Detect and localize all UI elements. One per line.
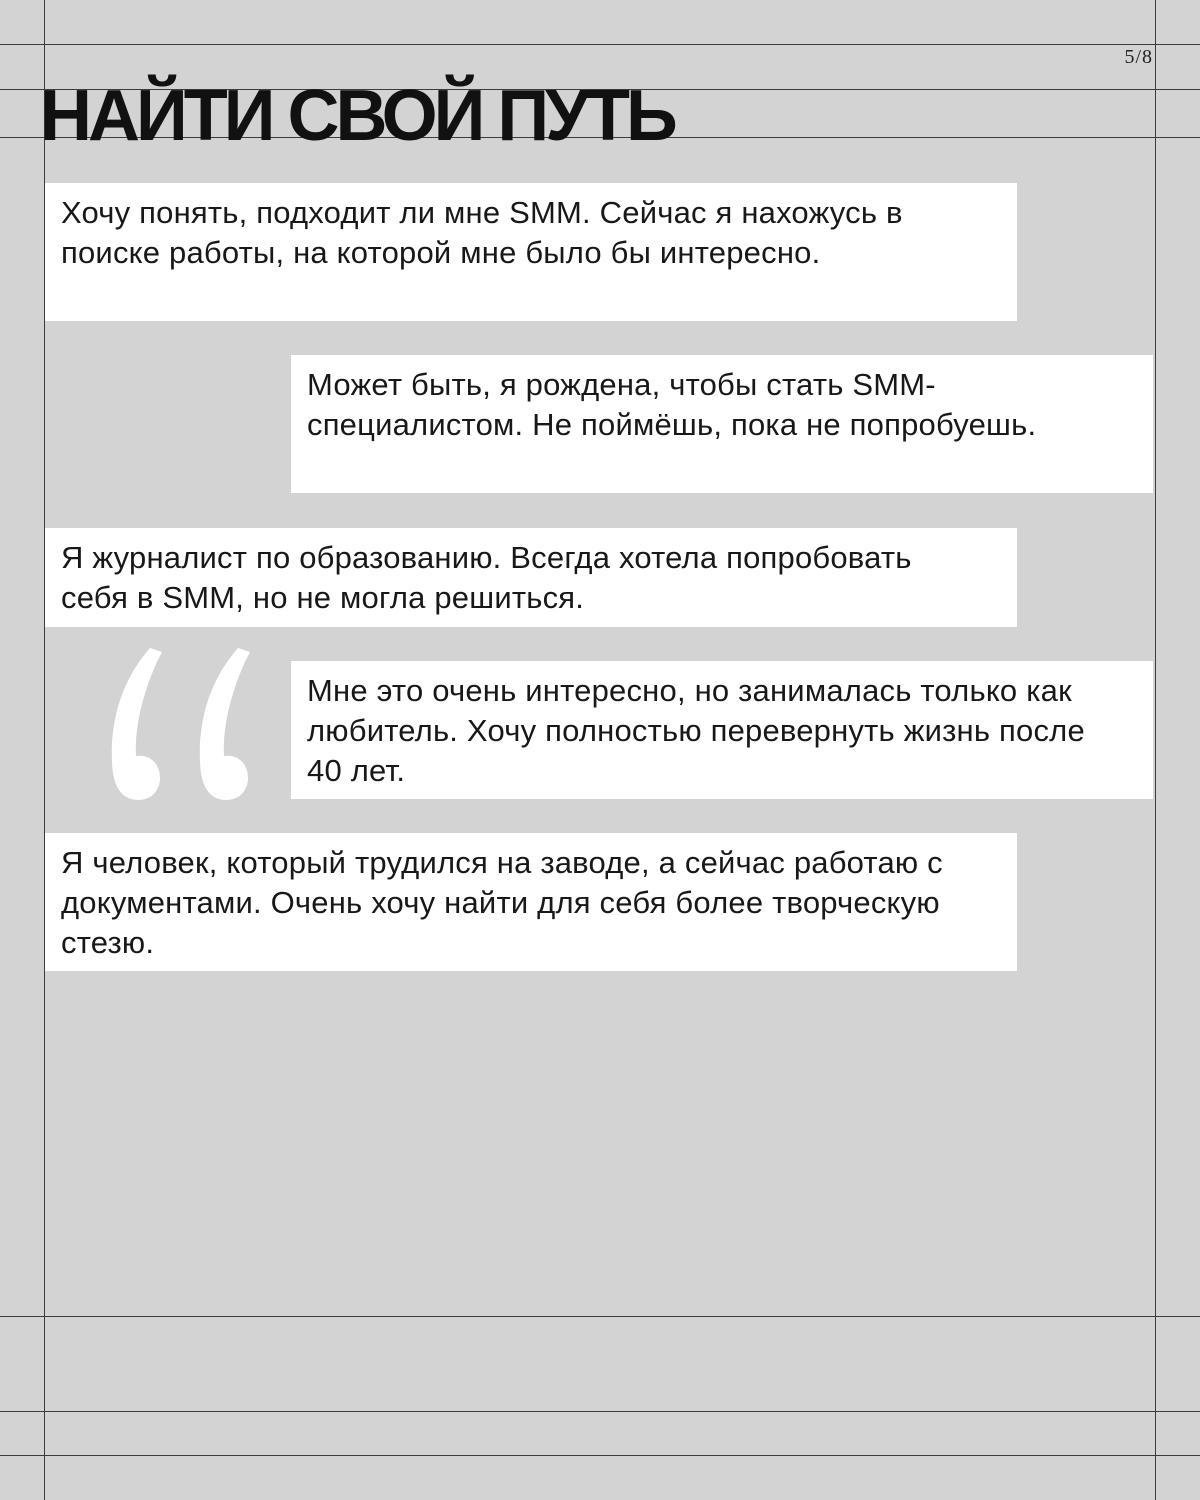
quote-text: Мне это очень интересно, но занималась только как любитель. Хочу полностью перевернуть жизнь после 40 лет. [307, 673, 1085, 788]
open-quote-icon [102, 640, 272, 820]
quote-text: Я журналист по образованию. Всегда хотела попробовать себя в SMM, но не могла решиться. [61, 540, 912, 615]
quote-text: Хочу понять, подходит ли мне SMM. Сейчас я нахожусь в поиске работы, на которой мне было бы интересно. [61, 195, 903, 270]
page-title: НАЙТИ СВОЙ ПУТЬ [40, 76, 674, 156]
quote-card [45, 833, 1017, 971]
quote-card [291, 355, 1153, 493]
quote-text: Я человек, который трудился на заводе, а сейчас работаю с документами. Очень хочу найти для себя более творческую стезю. [61, 845, 943, 960]
guide-line-horizontal [0, 44, 1200, 45]
guide-line-vertical [1155, 0, 1156, 1500]
guide-line-horizontal [0, 1455, 1200, 1456]
guide-line-horizontal [0, 1316, 1200, 1317]
guide-line-horizontal [0, 1411, 1200, 1412]
quote-card [291, 661, 1153, 799]
quote-card [45, 183, 1017, 321]
quote-text: Может быть, я рождена, чтобы стать SMM-специалистом. Не поймёшь, пока не попробуешь. [307, 367, 1037, 442]
page-counter: 5/8 [1124, 46, 1153, 68]
quote-card [45, 528, 1017, 627]
